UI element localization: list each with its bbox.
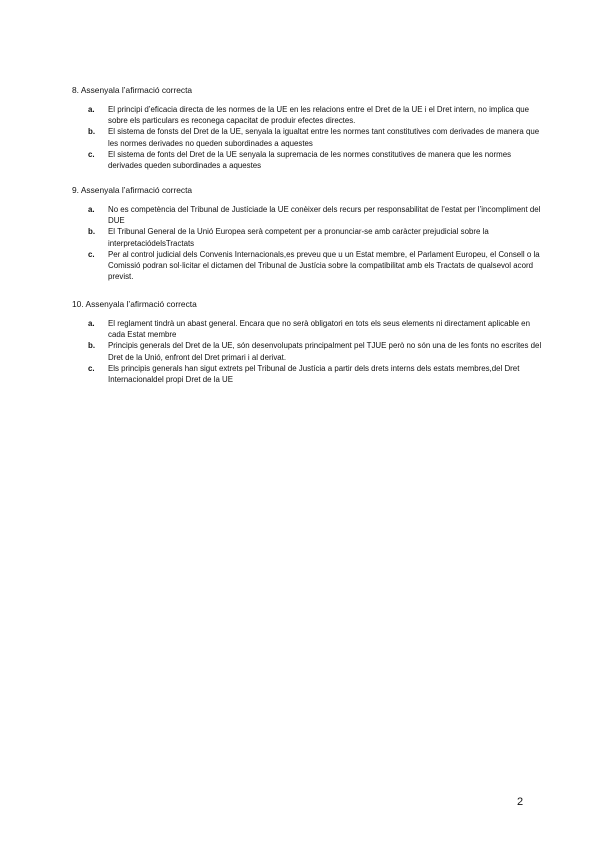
option-letter: c. (88, 249, 95, 259)
option-text: El sistema de fonts del Dret de la UE senyala la supremacia de les normes constitutives de manera que les normes derivades queden subordinades a aquestes (108, 149, 512, 171)
answer-option-a (72, 104, 542, 126)
option-letter: b. (88, 127, 96, 137)
answer-option-c (72, 249, 542, 283)
option-text: Els principis generals han sigut extrets pel Tribunal de Justícia a partir dels drets interns dels estats membres,del Dret Internacionaldel propi Dret de la UE (108, 363, 520, 385)
option-text: El sistema de fonsts del Dret de la UE, senyala la igualtat entre les normes tant constitutives com derivades de manera que les normes derivades no queden subordinades a aquestes (108, 127, 540, 148)
answer-option-a (72, 204, 542, 226)
answer-options (72, 204, 542, 282)
option-letter: c. (88, 363, 95, 373)
answer-option-a (72, 318, 542, 340)
option-letter: a. (88, 205, 95, 214)
question-title: 9. Assenyala l’afirmació correcta (72, 185, 193, 195)
option-text: No es competència del Tribunal de Justíciade la UE conèixer dels recurs per responsabilitat de l’estat per l’incompliment del DUE (108, 205, 541, 226)
option-text: El principi d’eficacia directa de les normes de la UE en les relacions entre el Dret de la UE i el Dret intern, no implica que sobre els particulars es reconega capacitat de produir efectes directes. (108, 105, 530, 126)
answer-options (72, 104, 542, 171)
question-8 (72, 85, 542, 171)
answer-option-c (72, 363, 542, 385)
question-9 (72, 185, 542, 282)
option-text: El Tribunal General de la Unió Europea serà competent per a pronunciar-se amb caràcter prejudicial sobre la interpretaciódelsTractats (108, 227, 489, 248)
answer-option-b (72, 340, 542, 362)
option-letter: a. (88, 105, 95, 114)
answer-options (72, 318, 542, 385)
option-letter: c. (88, 149, 95, 159)
answer-option-b (72, 226, 542, 248)
question-title: 10. Assenyala l’afirmació correcta (72, 299, 197, 309)
answer-option-b (72, 126, 542, 148)
option-text: El reglament tindrà un abast general. Encara que no serà obligatori en tots els seus elements ni directament aplicable en cada Estat membre (108, 319, 530, 340)
page-number: 2 (517, 796, 524, 808)
option-letter: b. (88, 227, 96, 237)
answer-option-c (72, 149, 542, 171)
option-letter: a. (88, 319, 95, 328)
option-letter: b. (88, 341, 96, 351)
option-text: Per al control judicial dels Convenis Internacionals,es preveu que u un Estat membre, el Parlament Europeu, el Consell o la Comissió podran sol·licitar el dictamen del Tribunal de Justícia sobre la compatibilitat amb els Tractats de qualsevol acord previst. (108, 249, 540, 282)
question-10 (72, 299, 542, 385)
option-text: Principis generals del Dret de la UE, són desenvolupats principalment pel TJUE però no són una de les fonts no escrites del Dret de la Unió, enfront del Dret primari i al derivat. (108, 341, 542, 362)
question-title: 8. Assenyala l’afirmació correcta (72, 85, 193, 95)
